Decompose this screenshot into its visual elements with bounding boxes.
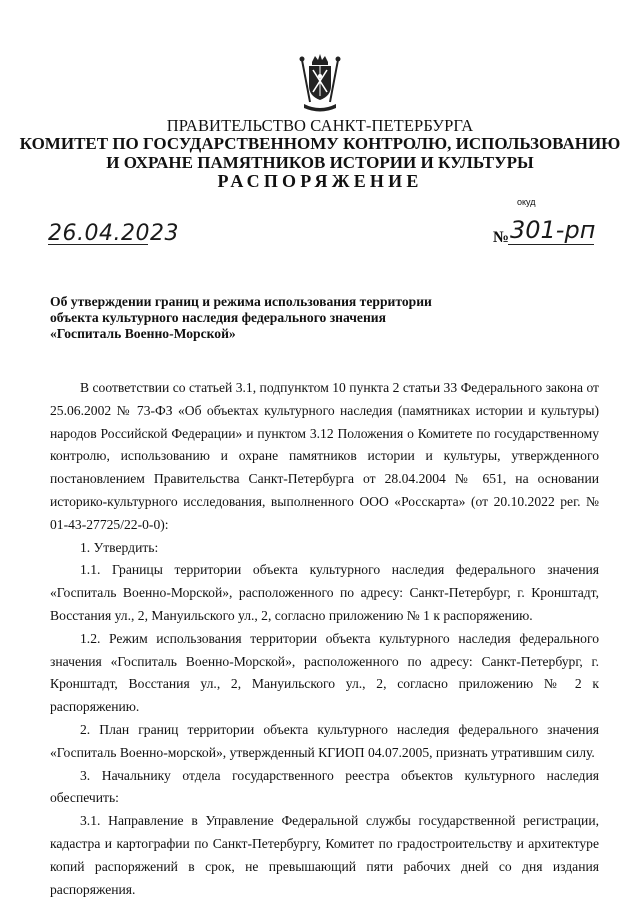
paragraph-1: 1. Утвердить: bbox=[80, 539, 159, 555]
document-body bbox=[50, 377, 599, 901]
document-subject bbox=[50, 294, 450, 342]
paragraph-3-1: 3.1. Направление в Управление Федеральной службы государственной регистрации, кадастра и картографии по Санкт-Петербургу, Комитет по градостроительству и архитектуре копий распоряжений в срок, не превышающий пяти рабочих дней со дня издания распоряжения. bbox=[50, 813, 599, 897]
document-type: РАСПОРЯЖЕНИЕ bbox=[217, 171, 423, 191]
committee-title-line2: И ОХРАНЕ ПАМЯТНИКОВ ИСТОРИИ И КУЛЬТУРЫ bbox=[106, 153, 534, 172]
paragraph-1-2: 1.2. Режим использования территории объекта культурного наследия федерального значения «Госпиталь Военно-Морской», расположенного по адресу: Санкт-Петербург, г. Кронштадт, Восстания ул., 2, Мануильского ул., 2, согласно приложению № 2 к распоряжению. bbox=[50, 630, 599, 715]
subject-line2: объекта культурного наследия федерального значения bbox=[50, 310, 386, 325]
committee-title bbox=[0, 134, 640, 172]
number-underline bbox=[508, 244, 594, 245]
paragraph-1-1: 1.1. Границы территории объекта культурного наследия федерального значения «Госпиталь Военно-Морской», расположенного по адресу: Санкт-Петербург, г. Кронштадт, Восстания ул., 2, Мануильского ул., 2, согласно приложению № 1 к распоряжению. bbox=[50, 562, 599, 623]
coat-of-arms-icon bbox=[296, 52, 344, 114]
paragraph-preamble: В соответствии со статьей 3.1, подпунктом 10 пункта 2 статьи 33 Федерального закона от 25.06.2002 № 73-ФЗ «Об объектах культурного наследия (памятниках истории и культуры) народов Российской Федерации» и пунктом 3.12 Положения о Комитете по государственному контролю, использованию и охране памятников истории и культуры, утвержденного постановлением Правительства Санкт-Петербурга от 28.04.2004 № 651, на основании историко-культурного исследования, выполненного ООО «Росскарта» (от 20.10.2022 рег. № 01-43-27725/22-0-0): bbox=[50, 380, 599, 532]
subject-line1: Об утверждении границ и режима использования территории bbox=[50, 294, 432, 309]
date-underline bbox=[48, 244, 148, 245]
document-number: 301-рп bbox=[510, 216, 596, 244]
document-date: 26.04.2023 bbox=[48, 221, 179, 246]
subject-line3: «Госпиталь Военно-Морской» bbox=[50, 326, 236, 341]
number-label: № bbox=[493, 229, 510, 246]
committee-title-line1: КОМИТЕТ ПО ГОСУДАРСТВЕННОМУ КОНТРОЛЮ, ИСПОЛЬЗОВАНИЮ bbox=[19, 134, 621, 153]
paragraph-3: 3. Начальнику отдела государственного реестра объектов культурного наследия обеспечить: bbox=[50, 767, 599, 806]
government-title: ПРАВИТЕЛЬСТВО САНКТ-ПЕТЕРБУРГА bbox=[166, 116, 474, 135]
paragraph-2: 2. План границ территории объекта культурного наследия федерального значения «Госпиталь Военно-морской», утвержденный КГИОП 04.07.2005, признать утратившим силу. bbox=[50, 721, 599, 760]
okud-label: окуд bbox=[517, 197, 536, 207]
